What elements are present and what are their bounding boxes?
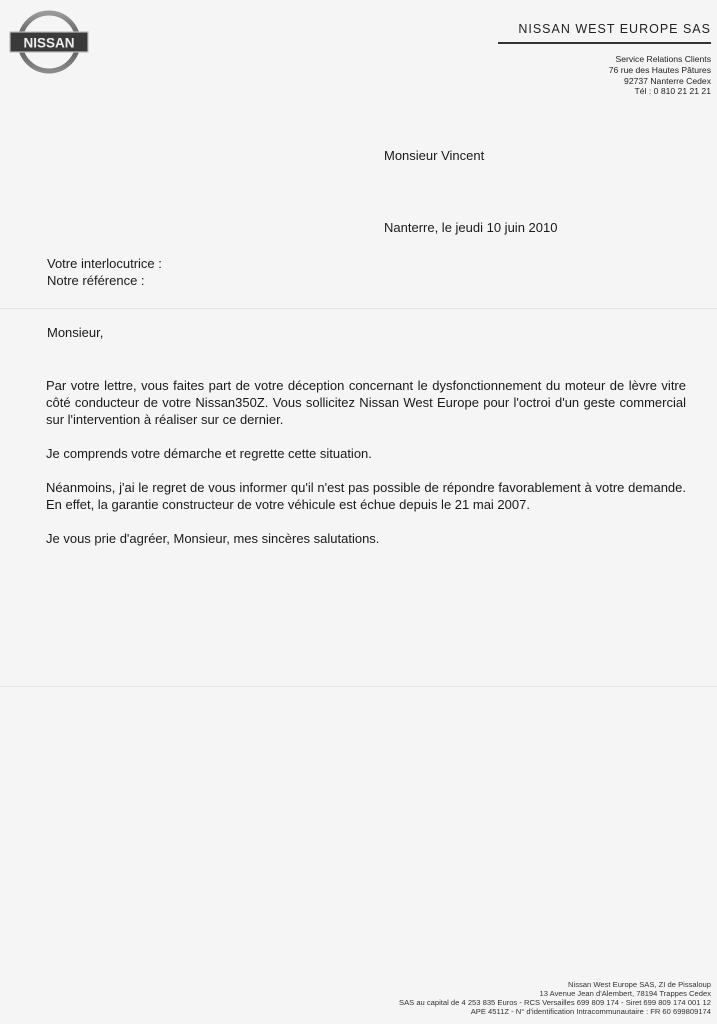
letter-body	[46, 377, 686, 564]
legal-footer	[399, 980, 711, 1016]
reference-block	[47, 255, 162, 289]
body-paragraph: Je comprends votre démarche et regrette cette situation.	[46, 446, 372, 461]
closing-paragraph: Je vous prie d'agréer, Monsieur, mes sincères salutations.	[46, 531, 380, 546]
fold-line	[0, 686, 717, 687]
logo-text: NISSAN	[23, 35, 75, 51]
company-name: NISSAN WEST EUROPE SAS	[518, 22, 711, 36]
footer-line: SAS au capital de 4 253 835 Euros - RCS Versailles 699 809 174 - Siret 699 809 174 001 12	[399, 998, 711, 1007]
footer-line: Nissan West Europe SAS, ZI de Pissaloup	[568, 980, 711, 989]
service-line: 76 rue des Hautes Pâtures	[608, 64, 711, 75]
recipient-name: Monsieur Vincent	[384, 148, 485, 163]
body-paragraph: Par votre lettre, vous faites part de votre déception concernant le dysfonctionnement du moteur de lèvre vitre côté conducteur de votre Nissan350Z. Vous sollicitez Nissan West Europe pour l'octroi d'un geste commercial sur l'intervention à réaliser sur ce dernier.	[46, 378, 686, 427]
footer-line: 13 Avenue Jean d'Alembert, 78194 Trappes Cedex	[539, 989, 711, 998]
header-rule	[498, 42, 711, 44]
service-line: Service Relations Clients	[615, 54, 711, 64]
interlocutor-label: Votre interlocutrice :	[47, 256, 162, 271]
letter-date: Nanterre, le jeudi 10 juin 2010	[384, 220, 558, 235]
reference-label: Notre référence :	[47, 273, 145, 288]
salutation: Monsieur,	[47, 325, 104, 340]
fold-line	[0, 308, 717, 309]
service-line: 92737 Nanterre Cedex	[624, 75, 711, 86]
footer-line: APE 4511Z - N° d'identification Intracommunautaire : FR 60 699809174	[470, 1007, 711, 1016]
body-paragraph: Néanmoins, j'ai le regret de vous informer qu'il n'est pas possible de répondre favorablement à votre demande. En effet, la garantie constructeur de votre véhicule est échue depuis le 21 mai 2007.	[46, 480, 686, 512]
service-address	[609, 54, 711, 97]
service-line: Tél : 0 810 21 21 21	[634, 86, 711, 97]
nissan-logo	[9, 9, 89, 75]
